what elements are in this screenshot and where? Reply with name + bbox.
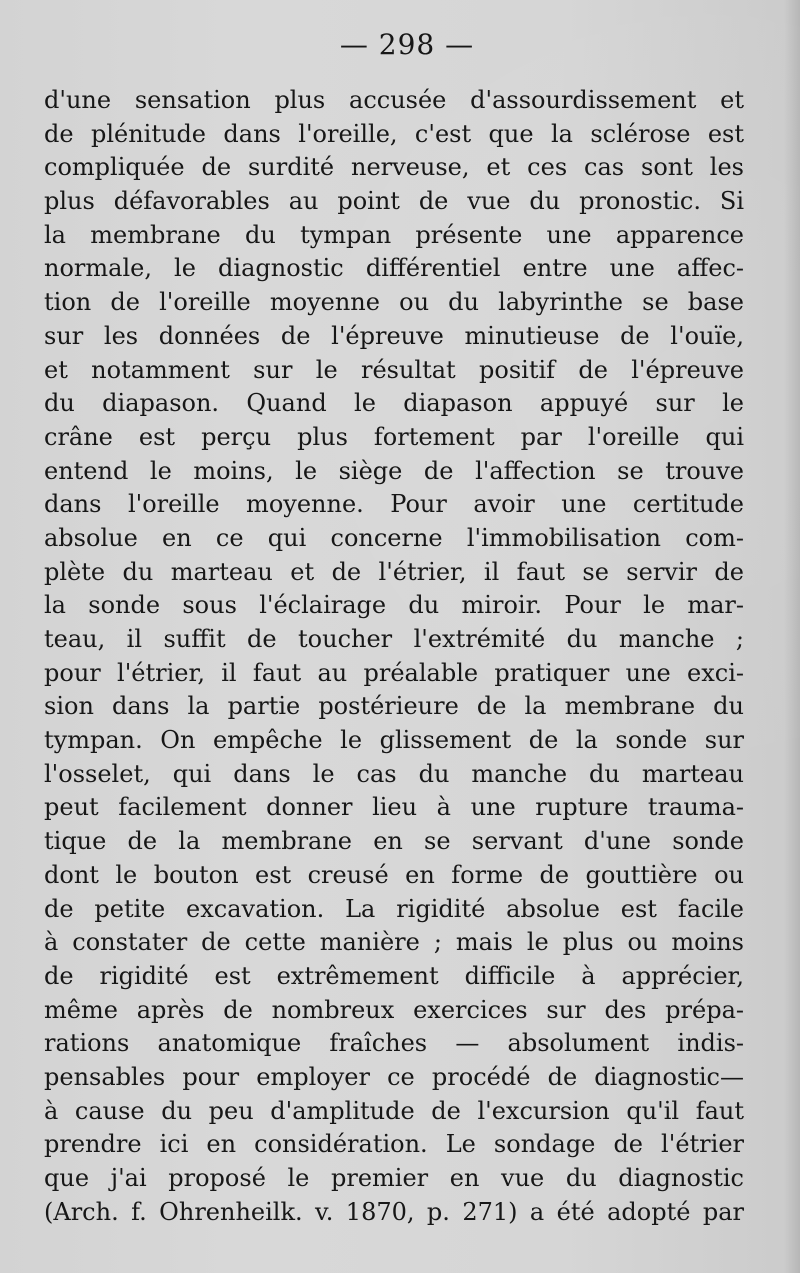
text-line: pensables pour employer ce procédé de diagnostic— — [44, 1062, 744, 1091]
body-text — [44, 84, 750, 1229]
text-line: tympan. On empêche le glissement de la sonde sur — [44, 726, 744, 755]
text-line: pour l'étrier, il faut au préalable pratiquer une exci- — [44, 658, 744, 687]
text-line: compliquée de surdité nerveuse, et ces cas sont les — [44, 153, 744, 182]
text-line: teau, il suffit de toucher l'extrémité du manche ; — [44, 625, 744, 653]
text-line: dans l'oreille moyenne. Pour avoir une certitude — [44, 490, 744, 519]
text-line: de plénitude dans l'oreille, c'est que la sclérose est — [44, 119, 744, 148]
text-line: d'une sensation plus accusée d'assourdissement et — [44, 86, 744, 114]
text-line: à cause du peu d'amplitude de l'excursion qu'il faut — [44, 1096, 744, 1125]
text-line: de petite excavation. La rigidité absolue est facile — [44, 894, 744, 923]
text-line: rations anatomique fraîches — absolument indis- — [44, 1029, 744, 1058]
text-line: et notamment sur le résultat positif de l'épreuve — [44, 355, 744, 384]
text-line: à constater de cette manière ; mais le plus ou moins — [44, 928, 744, 957]
text-line: la sonde sous l'éclairage du miroir. Pour le mar- — [44, 591, 744, 620]
text-line: (Arch. f. Ohrenheilk. v. 1870, p. 271) a été adopté par — [44, 1197, 744, 1226]
text-line: entend le moins, le siège de l'affection se trouve — [44, 456, 744, 485]
text-line: crâne est perçu plus fortement par l'oreille qui — [44, 422, 744, 451]
text-line: prendre ici en considération. Le sondage de l'étrier — [44, 1130, 744, 1159]
text-line: plète du marteau et de l'étrier, il faut se servir de — [44, 557, 744, 586]
text-line: l'osselet, qui dans le cas du manche du marteau — [44, 759, 744, 788]
text-line: la membrane du tympan présente une apparence — [44, 220, 744, 249]
text-line: tion de l'oreille moyenne ou du labyrinthe se base — [44, 288, 744, 317]
text-line: peut facilement donner lieu à une rupture trauma- — [44, 793, 744, 822]
text-line: dont le bouton est creusé en forme de gouttière ou — [44, 860, 744, 889]
text-line: tique de la membrane en se servant d'une sonde — [44, 827, 744, 856]
text-line: absolue en ce qui concerne l'immobilisation com- — [44, 523, 744, 552]
text-line: que j'ai proposé le premier en vue du diagnostic — [44, 1164, 744, 1192]
text-line: du diapason. Quand le diapason appuyé sur le — [44, 389, 744, 418]
text-line: normale, le diagnostic différentiel entre une affec- — [44, 254, 744, 283]
text-line: sion dans la partie postérieure de la membrane du — [44, 692, 744, 721]
text-line: plus défavorables au point de vue du pronostic. Si — [44, 187, 744, 216]
page-number: — 298 — — [339, 28, 475, 61]
text-line: de rigidité est extrêmement difficile à apprécier, — [44, 961, 744, 990]
text-line: même après de nombreux exercices sur des prépa- — [44, 995, 744, 1024]
text-line: sur les données de l'épreuve minutieuse de l'ouïe, — [44, 321, 744, 350]
